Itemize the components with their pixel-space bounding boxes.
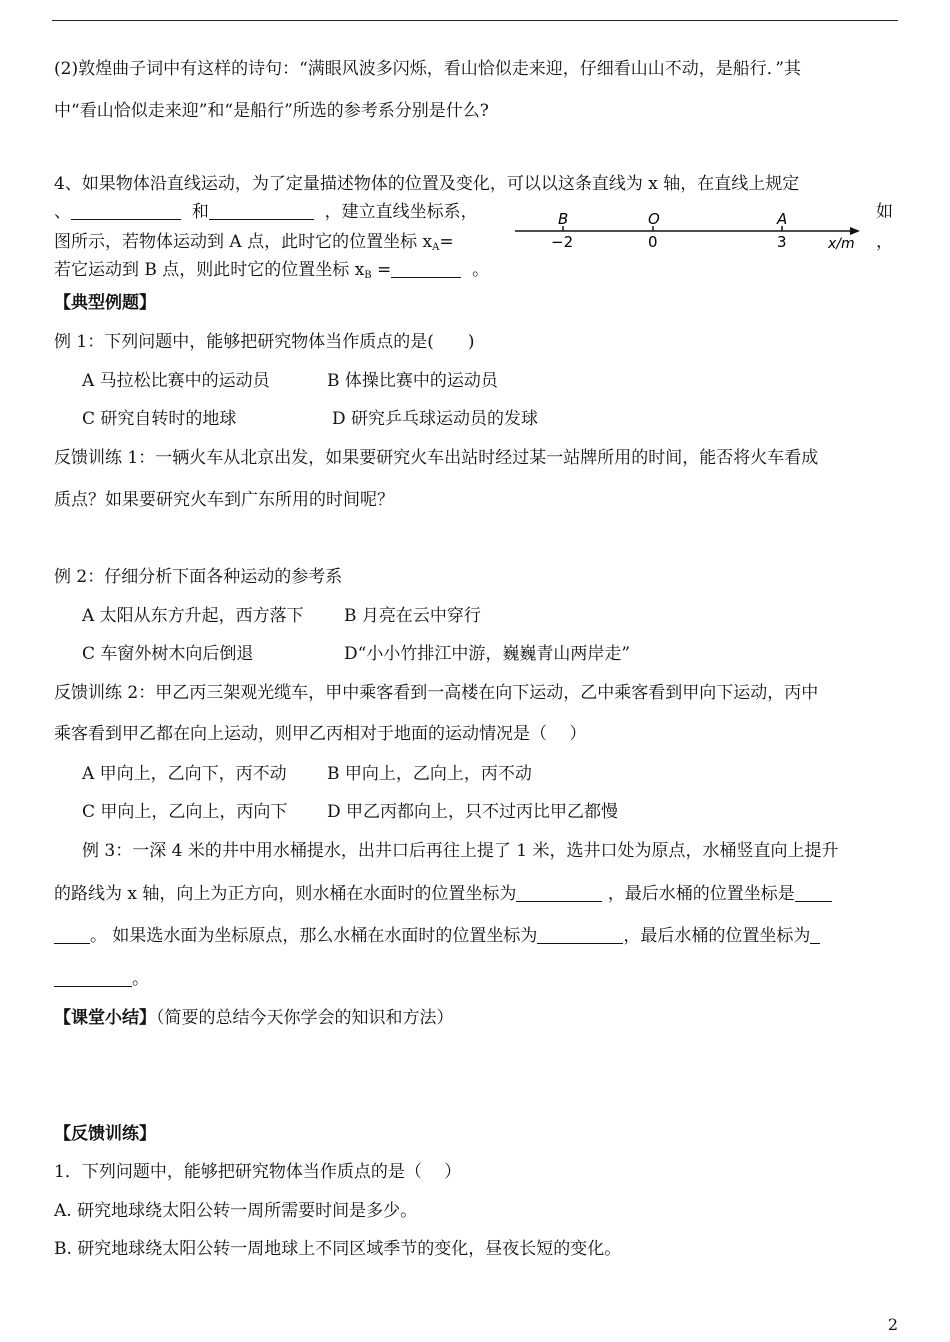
axis-arrow	[850, 227, 860, 235]
q4-line-3: 图所示，若物体运动到 A 点，此时它的位置坐标 $x_A=$ ，	[54, 232, 893, 253]
answer-blank[interactable]	[209, 201, 314, 220]
q2-line-1: (2)敦煌曲子词中有这样的诗句：“满眼风波多闪烁，看山恰似走来迎，仔细看山山不动，是船行．”其	[54, 59, 801, 79]
fb1-line-1: 反馈训练 1：一辆火车从北京出发，如果要研究火车出站时经过某一站牌所用的时间，能否将火车看成	[54, 448, 819, 468]
ex3-line-2: 的路线为 x 轴，向上为正方向，则水桶在水面时的位置坐标为 ，最后水桶的位置坐标是	[54, 882, 900, 906]
section-title-summary: 【课堂小结】	[54, 1008, 156, 1028]
option-d: D“小小竹排江中游，巍巍青山两岸走”	[344, 644, 631, 664]
axis-unit: x/m	[828, 236, 855, 252]
point-b-label: B	[558, 210, 569, 228]
answer-blank[interactable]	[516, 883, 602, 902]
tick-label-o: 0	[648, 233, 658, 251]
page-number: 2	[887, 1315, 898, 1334]
option-a: A 马拉松比赛中的运动员	[82, 371, 270, 391]
answer-blank[interactable]	[795, 883, 832, 902]
option-b: B 月亮在云中穿行	[344, 606, 481, 626]
number-line-figure	[515, 205, 870, 255]
fb2-line-2: 乘客看到甲乙都在向上运动，则甲乙丙相对于地面的运动情况是（ ）	[54, 724, 587, 744]
summary-note: （简要的总结今天你学会的知识和方法）	[156, 1008, 454, 1028]
option-c: C 研究自转时的地球	[82, 409, 237, 429]
option-d: D 研究乒乓球运动员的发球	[332, 409, 539, 429]
header-rule	[52, 20, 898, 21]
ex2-options-ab	[82, 604, 900, 628]
tick-label-a: 3	[777, 233, 787, 251]
q4-line-4: 若它运动到 B 点，则此时它的位置坐标 $x_B$ = 。	[54, 260, 490, 281]
q4-line-1: 4、如果物体沿直线运动，为了定量描述物体的位置及变化，可以以这条直线为 x 轴，在直线上规定	[54, 174, 800, 194]
ex2-options-cd	[82, 642, 900, 666]
option-b: B 甲向上，乙向上，丙不动	[327, 764, 532, 784]
option-c: C 车窗外树木向后倒退	[82, 644, 254, 664]
point-o-label: O	[648, 210, 660, 228]
ex3-line-1: 例 3：一深 4 米的井中用水桶提水，出井口后再往上提了 1 米，选井口处为原点，水桶竖直向上提升	[82, 841, 839, 861]
feedback-q1: 1．下列问题中，能够把研究物体当作质点的是（ ）	[54, 1162, 462, 1182]
ex2-stem: 例 2：仔细分析下面各种运动的参考系	[54, 567, 343, 587]
feedback-option-a: A. 研究地球绕太阳公转一周所需要时间是多少。	[54, 1201, 418, 1221]
option-b: B 体操比赛中的运动员	[327, 371, 498, 391]
answer-blank[interactable]	[810, 925, 820, 944]
feedback-option-b: B. 研究地球绕太阳公转一周地球上不同区域季节的变化，昼夜长短的变化。	[54, 1239, 622, 1259]
point-a-label: A	[777, 210, 788, 228]
tick-label-b: −2	[551, 233, 574, 251]
option-a: A 太阳从东方升起，西方落下	[82, 606, 304, 626]
ex1-options-ab	[82, 369, 900, 393]
fb2-options-ab	[82, 762, 900, 786]
summary-line	[54, 1006, 900, 1030]
fb2-options-cd	[82, 800, 900, 824]
answer-blank[interactable]	[537, 925, 623, 944]
answer-blank[interactable]	[71, 201, 181, 220]
q4-line-2: 、 和 ，建立直线坐标系， 如	[54, 202, 893, 222]
answer-blank[interactable]	[54, 968, 132, 987]
answer-blank[interactable]	[391, 259, 461, 278]
ex1-stem: 例 1：下列问题中，能够把研究物体当作质点的是( )	[54, 332, 475, 352]
section-title-feedback: 【反馈训练】	[54, 1124, 156, 1144]
option-c: C 甲向上，乙向上，丙向下	[82, 802, 288, 822]
fb1-line-2: 质点？如果要研究火车到广东所用的时间呢？	[54, 490, 394, 510]
ex1-options-cd	[82, 407, 900, 431]
option-a: A 甲向上，乙向下，丙不动	[82, 764, 287, 784]
section-title-examples: 【典型例题】	[54, 293, 156, 313]
ex3-line-3: 。 如果选水面为坐标原点，那么水桶在水面时的位置坐标为 ，最后水桶的位置坐标为	[54, 924, 900, 948]
fb2-line-1: 反馈训练 2：甲乙丙三架观光缆车，甲中乘客看到一高楼在向下运动，乙中乘客看到甲向下运动，丙中	[54, 683, 819, 703]
ex3-line-4: 。	[54, 967, 900, 991]
answer-blank[interactable]	[54, 925, 90, 944]
q2-line-2: 中“看山恰似走来迎”和“是船行”所选的参考系分别是什么?	[54, 101, 489, 121]
option-d: D 甲乙丙都向上，只不过丙比甲乙都慢	[327, 802, 619, 822]
